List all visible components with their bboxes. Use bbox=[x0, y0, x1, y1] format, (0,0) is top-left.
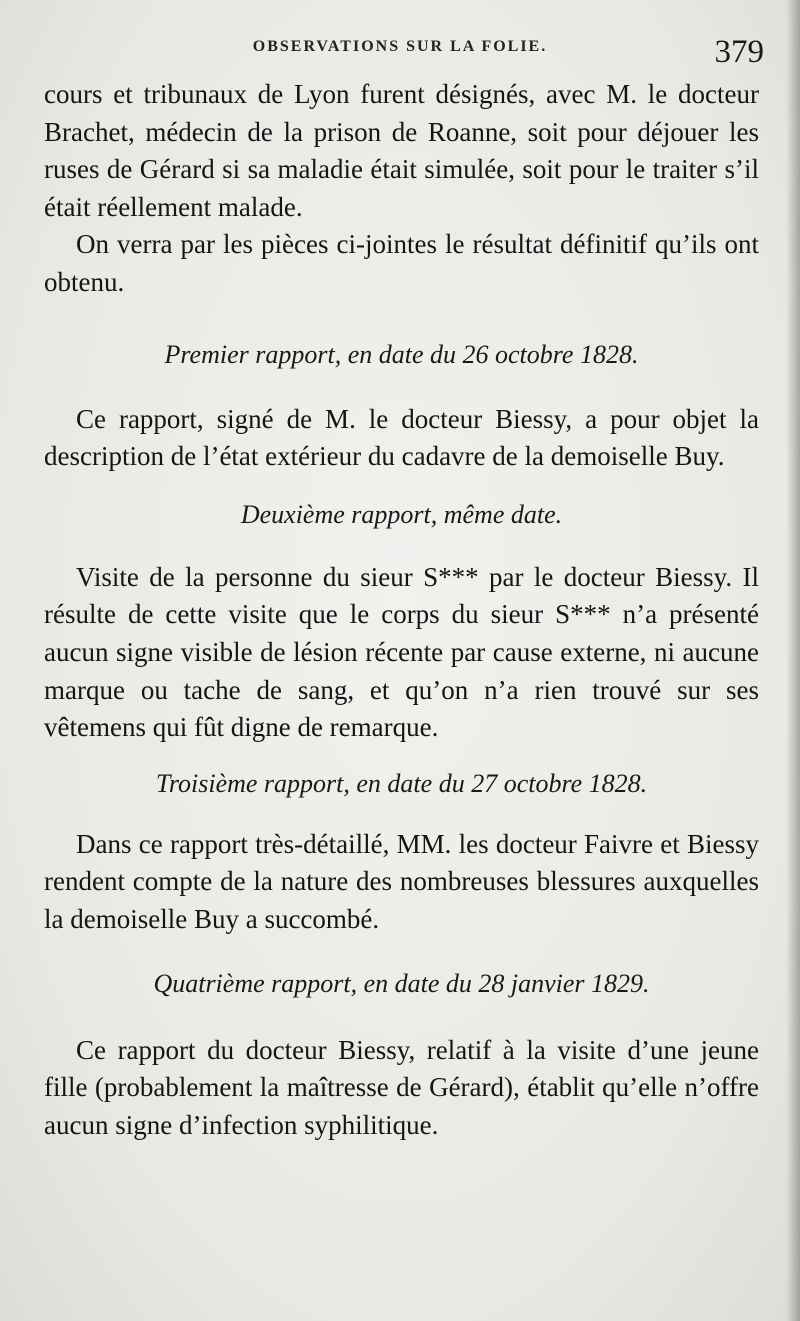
paragraph-1: cours et tribunaux de Lyon furent désignés, avec M. le docteur Brachet, médecin de la prison de Roanne, soit pour déjouer les ruses de Gérard si sa maladie était simulée, soit pour le traiter s’il était réellement malade. bbox=[44, 79, 759, 222]
section-heading-deuxieme-rapport: Deuxième rapport, même date. bbox=[240, 499, 563, 529]
paragraph-6: Ce rapport du docteur Biessy, relatif à la visite d’une jeune fille (probablement la maîtresse de Gérard), établit qu’elle n’offre aucun signe d’infection syphilitique. bbox=[44, 1034, 759, 1140]
section-heading-premier-rapport: Premier rapport, en date du 26 octobre 1828. bbox=[164, 339, 639, 369]
running-title: OBSERVATIONS SUR LA FOLIE. bbox=[252, 38, 548, 55]
paragraph-4: Visite de la personne du sieur S*** par le docteur Biessy. Il résulte de cette visite que le corps du sieur S*** n’a présenté aucun signe visible de lésion récente par cause externe, ni aucune marque ou tache de sang, et qu’on n’a rien trouvé sur ses vêtemens qui fût digne de remarque. bbox=[44, 561, 759, 743]
paragraph-3: Ce rapport, signé de M. le docteur Biessy, a pour objet la description de l’état extérieur du cadavre de la demoiselle Buy. bbox=[44, 403, 759, 472]
page-edge-shadow bbox=[786, 0, 800, 1321]
section-heading-troisieme-rapport: Troisième rapport, en date du 27 octobre 1828. bbox=[155, 768, 648, 798]
paragraph-5: Dans ce rapport très-détaillé, MM. les docteur Faivre et Biessy rendent compte de la nature des nombreuses blessures auxquelles la demoiselle Buy a succombé. bbox=[44, 828, 759, 934]
paragraph-2: On verra par les pièces ci-jointes le résultat définitif qu’ils ont obtenu. bbox=[44, 229, 759, 297]
section-heading-quatrieme-rapport: Quatrième rapport, en date du 28 janvier 1829. bbox=[153, 968, 650, 998]
page-number: 379 bbox=[714, 34, 764, 70]
page-header bbox=[0, 34, 800, 74]
main-text bbox=[44, 76, 759, 1144]
